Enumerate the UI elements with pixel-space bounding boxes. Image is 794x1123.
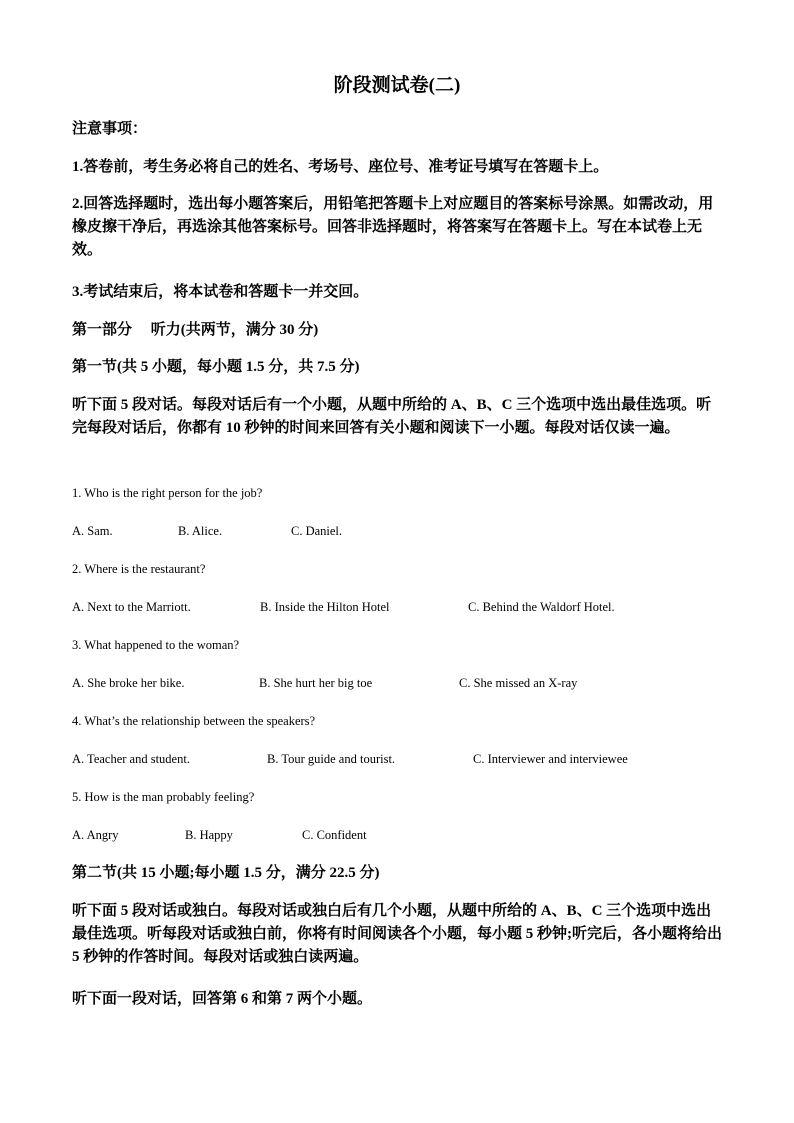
option-c[interactable]: C. Confident xyxy=(302,828,367,842)
section-one-heading: 第一节(共 5 小题，每小题 1.5 分，共 7.5 分) xyxy=(72,359,360,375)
dialogue-intro: 听下面一段对话，回答第 6 和第 7 两个小题。 xyxy=(72,991,373,1007)
question-options xyxy=(72,524,752,542)
question-options xyxy=(72,676,752,694)
option-b[interactable]: B. Tour guide and tourist. xyxy=(267,752,396,766)
option-b[interactable]: B. Alice. xyxy=(178,524,223,538)
option-a[interactable]: A. Teacher and student. xyxy=(72,752,190,766)
question-stem: 4. What’s the relationship between the speakers? xyxy=(72,714,316,728)
section-two-heading: 第二节(共 15 小题;每小题 1.5 分，满分 22.5 分) xyxy=(72,865,380,881)
option-b[interactable]: B. Happy xyxy=(185,828,233,842)
question-options xyxy=(72,600,752,618)
option-c[interactable]: C. Daniel. xyxy=(291,524,343,538)
question-options xyxy=(72,828,752,846)
question-stem: 1. Who is the right person for the job? xyxy=(72,486,263,500)
option-b[interactable]: B. She hurt her big toe xyxy=(259,676,373,690)
notice-item-3: 3.考试结束后，将本试卷和答题卡一并交回。 xyxy=(72,284,369,300)
notice-item-1: 1.答卷前，考生务必将自己的姓名、考场号、座位号、准考证号填写在答题卡上。 xyxy=(72,159,609,175)
option-c[interactable]: C. She missed an X-ray xyxy=(459,676,578,690)
option-a[interactable]: A. Next to the Marriott. xyxy=(72,600,191,614)
part-one-heading: 第一部分 听力(共两节，满分 30 分) xyxy=(72,322,319,338)
notice-heading: 注意事项： xyxy=(72,121,148,137)
question-options xyxy=(72,752,752,770)
option-c[interactable]: C. Interviewer and interviewee xyxy=(473,752,628,766)
question-stem: 5. How is the man probably feeling? xyxy=(72,790,255,804)
section-two-instructions: 听下面 5 段对话或独白。每段对话或独白后有几个小题，从题中所给的 A、B、C 三个选项中选出最佳选项。听每段对话或独白前，你将有时间阅读各个小题，每小题 5 秒钟;听完后，各小题将给出 5 秒钟的作答时间。每段对话或独白读两遍。 xyxy=(72,903,722,965)
question-stem: 2. Where is the restaurant? xyxy=(72,562,206,576)
notice-item-2: 2.回答选择题时，选出每小题答案后，用铅笔把答题卡上对应题目的答案标号涂黑。如需改动，用橡皮擦干净后，再选涂其他答案标号。回答非选择题时，将答案写在答题卡上。写在本试卷上无效。 xyxy=(72,196,714,258)
option-a[interactable]: A. Sam. xyxy=(72,524,113,538)
page-title: 阶段测试卷(二) xyxy=(333,75,461,96)
option-c[interactable]: C. Behind the Waldorf Hotel. xyxy=(468,600,615,614)
option-b[interactable]: B. Inside the Hilton Hotel xyxy=(260,600,390,614)
option-a[interactable]: A. Angry xyxy=(72,828,119,842)
section-one-instructions: 听下面 5 段对话。每段对话后有一个小题，从题中所给的 A、B、C 三个选项中选出最佳选项。听完每段对话后，你都有 10 秒钟的时间来回答有关小题和阅读下一小题。每段对话仅读一遍。 xyxy=(72,397,712,436)
option-a[interactable]: A. She broke her bike. xyxy=(72,676,185,690)
question-stem: 3. What happened to the woman? xyxy=(72,638,240,652)
